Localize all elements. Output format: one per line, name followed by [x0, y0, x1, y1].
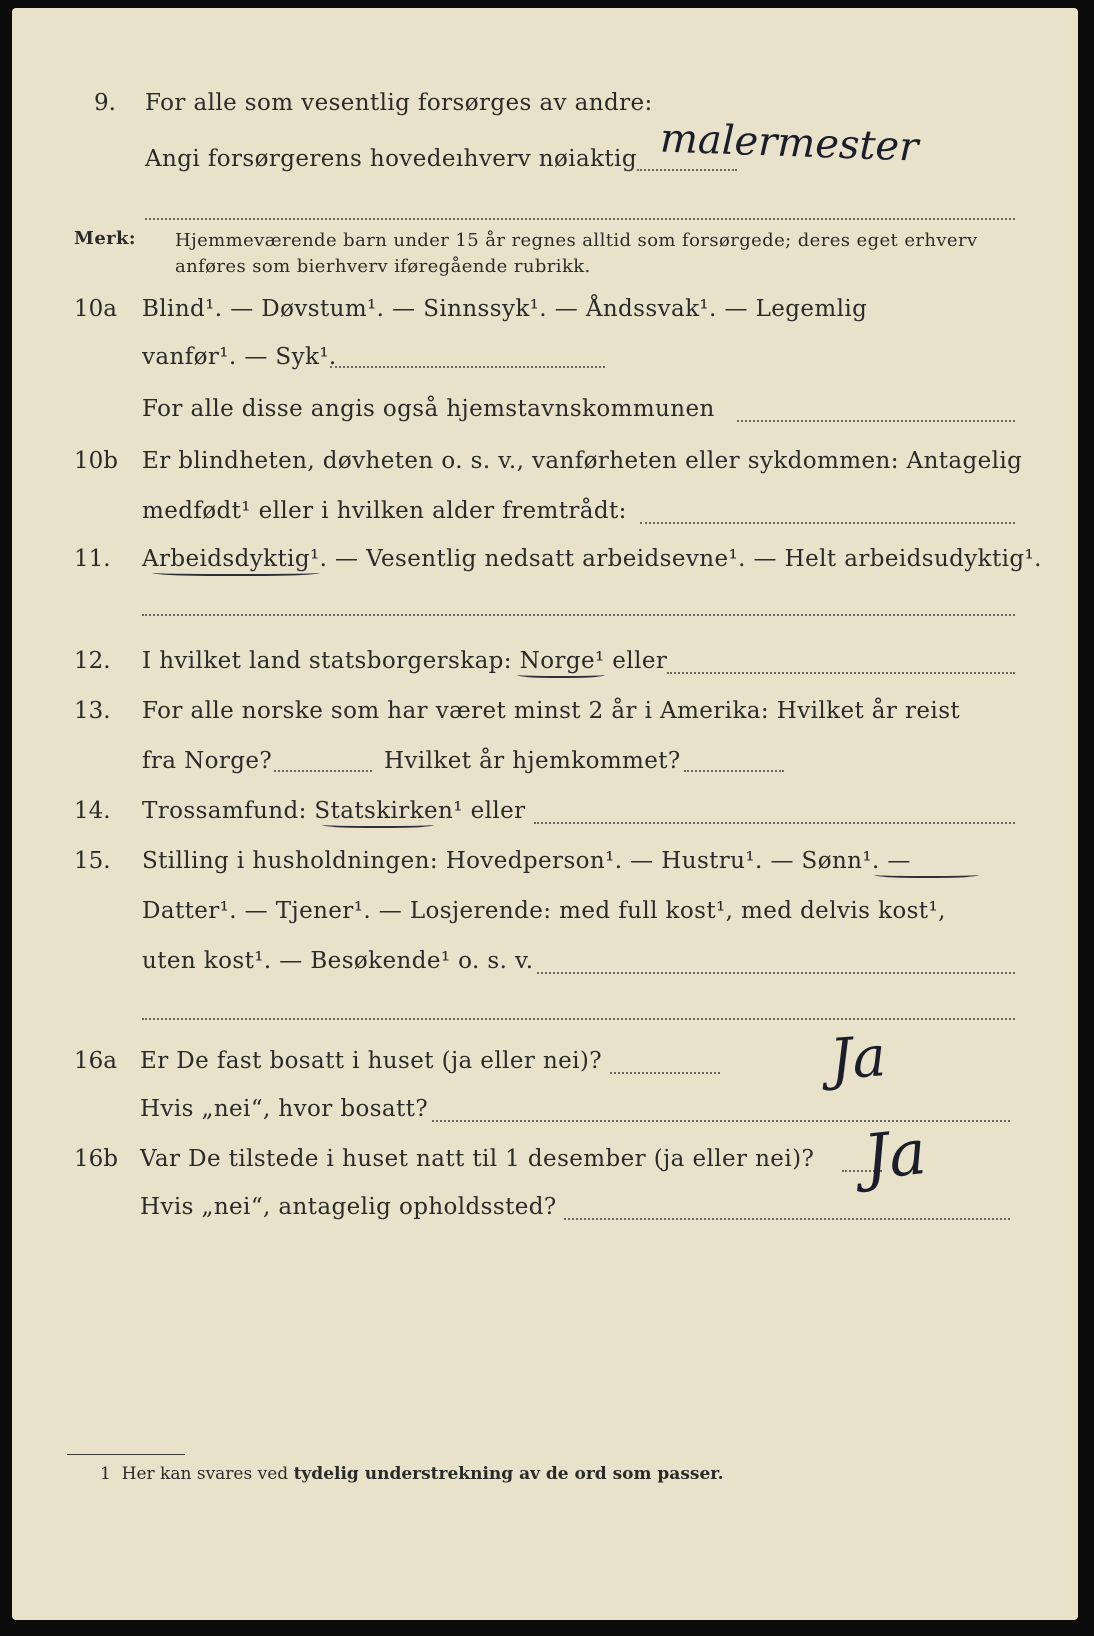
footnote-mark: 1 — [100, 1464, 111, 1484]
q15-line2: Datter¹. — Tjener¹. — Losjerende: med full kost¹, med delvis kost¹, — [142, 898, 946, 924]
footnote-rule — [67, 1454, 185, 1455]
q10b-number: 10b — [74, 448, 118, 474]
q14-answer-line — [534, 822, 1015, 824]
q12-answer-line — [667, 672, 1015, 674]
q10a-line3: For alle disse angis også hjemstavnskommunen — [142, 396, 715, 422]
footnote-bold: tydelig understrekning av de ord som passer. — [293, 1464, 724, 1484]
q13-line2a: fra Norge? — [142, 748, 273, 774]
q10a-line2: vanfør¹. — Syk¹. — [142, 344, 337, 370]
q16b-line2: Hvis „nei“, antagelig opholdssted? — [140, 1194, 557, 1220]
q13-number: 13. — [74, 698, 111, 724]
q15-line3: uten kost¹. — Besøkende¹ o. s. v. — [142, 948, 534, 974]
q9-line1: For alle som vesentlig forsørges av andre: — [145, 90, 653, 116]
q9-handwritten-answer: malermester — [659, 115, 920, 171]
q15-line1: Stilling i husholdningen: Hovedperson¹. — Hustru¹. — Sønn¹. — — [142, 848, 911, 874]
q16a-line1: Er De fast bosatt i huset (ja eller nei)? — [140, 1048, 603, 1074]
merk-line2: anføres som bierhverv iføregående rubrikk. — [175, 256, 591, 277]
merk-label: Merk: — [74, 228, 136, 249]
q10a-sick-answer-line — [330, 366, 605, 368]
q14-line1: Trossamfund: Statskirken¹ eller — [142, 798, 526, 824]
q16b-number: 16b — [74, 1146, 118, 1172]
q16b-location-line — [564, 1218, 1010, 1220]
footnote-plain: Her kan svares ved — [121, 1464, 289, 1484]
q13-line1: For alle norske som har været minst 2 år i Amerika: Hvilket år reist — [142, 698, 961, 724]
footnote-text — [100, 1464, 724, 1484]
q9-number: 9. — [94, 90, 116, 116]
q9-answer-line — [637, 169, 737, 171]
census-form-page — [12, 8, 1078, 1620]
q13-departure-line — [274, 770, 372, 772]
q11-underline-mark — [152, 568, 320, 576]
q10a-number: 10a — [74, 296, 117, 322]
q13-return-line — [684, 770, 784, 772]
q10a-municipality-line — [737, 420, 1015, 422]
q16b-handwritten-answer: Ja — [860, 1114, 930, 1195]
q9-line2: Angi forsørgerens hovedeıhverv nøiaktig — [145, 146, 637, 172]
q13-line2b: Hvilket år hjemkommet? — [384, 748, 681, 774]
q16a-where-line — [432, 1120, 1010, 1122]
q10a-line1: Blind¹. — Døvstum¹. — Sinnssyk¹. — Åndssvak¹. — Legemlig — [142, 296, 868, 322]
q14-underline-mark — [322, 820, 434, 828]
q16a-line2: Hvis „nei“, hvor bosatt? — [140, 1096, 429, 1122]
q16a-handwritten-answer: Ja — [827, 1024, 889, 1093]
q11-number: 11. — [74, 546, 111, 572]
q10b-line1: Er blindheten, døvheten o. s. v., vanførheten eller sykdommen: Antagelig — [142, 448, 1023, 474]
q11-extra-line — [142, 614, 1015, 616]
q12-number: 12. — [74, 648, 111, 674]
merk-line1: Hjemmeværende barn under 15 år regnes alltid som forsørgede; deres eget erhverv — [175, 230, 978, 251]
q11-line1: Arbeidsdyktig¹. — Vesentlig nedsatt arbeidsevne¹. — Helt arbeidsudyktig¹. — [142, 546, 1042, 572]
q10b-line2: medfødt¹ eller i hvilken alder fremtrådt: — [142, 498, 627, 524]
q12-underline-mark — [517, 670, 605, 678]
q12-line1: I hvilket land statsborgerskap: Norge¹ eller — [142, 648, 668, 674]
q15-underline-mark — [874, 870, 979, 878]
q16a-answer-line — [610, 1072, 720, 1074]
q14-number: 14. — [74, 798, 111, 824]
q10b-answer-line — [640, 522, 1015, 524]
q15-extra-line — [142, 1018, 1015, 1020]
q16a-number: 16a — [74, 1048, 117, 1074]
q16b-line1: Var De tilstede i huset natt til 1 desember (ja eller nei)? — [140, 1146, 815, 1172]
q9-extra-line — [145, 218, 1015, 220]
q15-number: 15. — [74, 848, 111, 874]
q15-answer-line — [537, 972, 1015, 974]
